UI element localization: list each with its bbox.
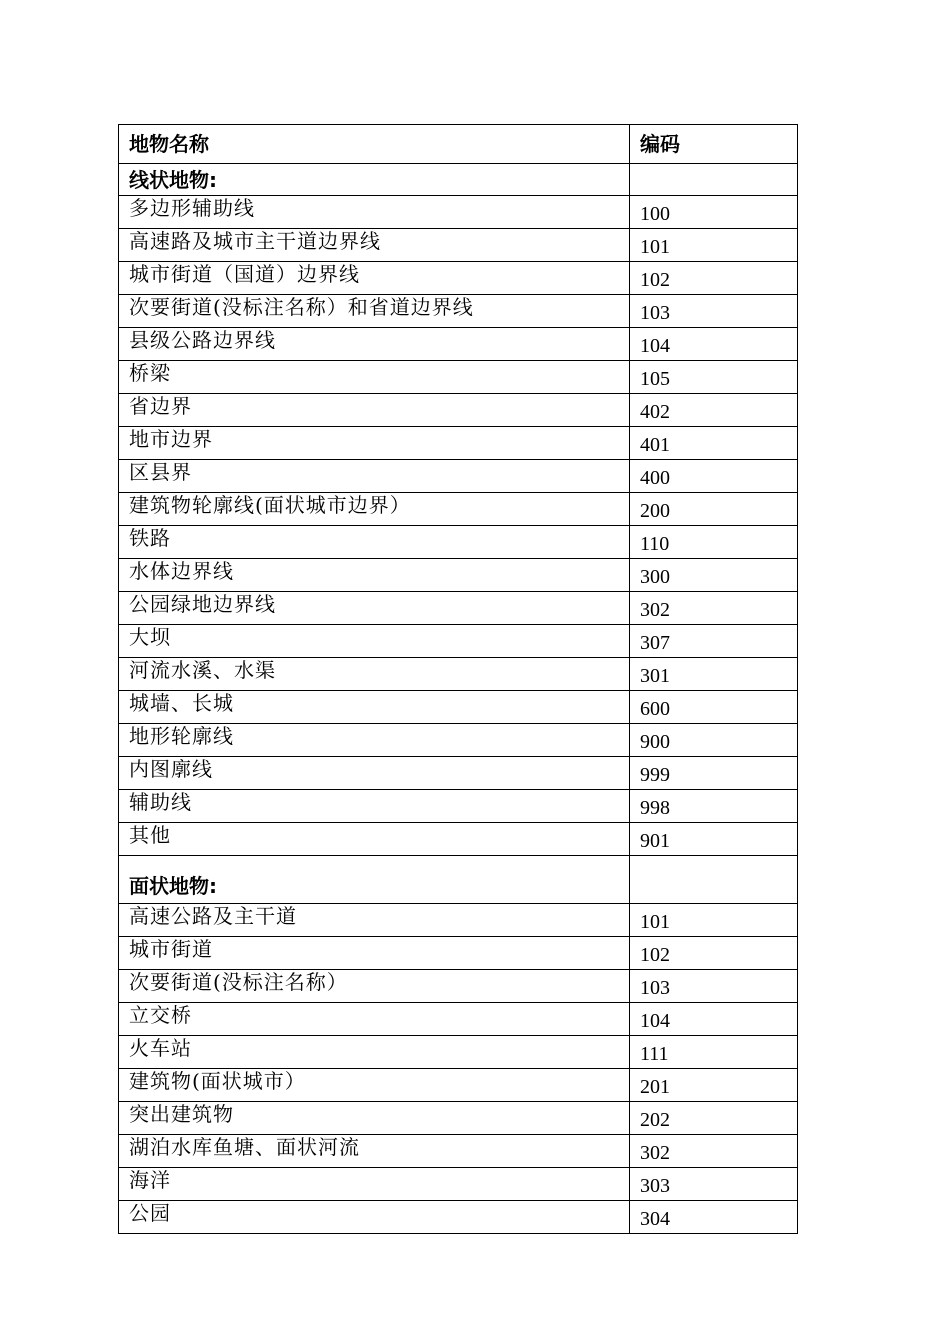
feature-name: 城市街道	[119, 937, 630, 970]
feature-name: 建筑物(面状城市）	[119, 1069, 630, 1102]
feature-code: 901	[630, 823, 798, 856]
table-row	[119, 1069, 798, 1102]
table-header-row	[119, 125, 798, 164]
table-row	[119, 970, 798, 1003]
feature-code: 304	[630, 1201, 798, 1234]
feature-code: 101	[630, 904, 798, 937]
table-row	[119, 328, 798, 361]
table-row	[119, 592, 798, 625]
feature-name: 地形轮廓线	[119, 724, 630, 757]
feature-name: 铁路	[119, 526, 630, 559]
section-code-empty	[630, 164, 798, 196]
table-row	[119, 526, 798, 559]
feature-name: 城墙、长城	[119, 691, 630, 724]
feature-name: 区县界	[119, 460, 630, 493]
feature-code: 300	[630, 559, 798, 592]
feature-name: 高速公路及主干道	[119, 904, 630, 937]
feature-name: 辅助线	[119, 790, 630, 823]
feature-code: 401	[630, 427, 798, 460]
feature-name: 大坝	[119, 625, 630, 658]
feature-name: 县级公路边界线	[119, 328, 630, 361]
feature-code: 400	[630, 460, 798, 493]
table-row	[119, 1201, 798, 1234]
feature-code-table	[118, 124, 798, 1234]
table-row	[119, 937, 798, 970]
feature-code: 402	[630, 394, 798, 427]
section-row-linear	[119, 164, 798, 196]
feature-name: 水体边界线	[119, 559, 630, 592]
feature-code: 202	[630, 1102, 798, 1135]
feature-name: 城市街道（国道）边界线	[119, 262, 630, 295]
table-row	[119, 1168, 798, 1201]
table-body	[119, 125, 798, 1234]
table-row	[119, 559, 798, 592]
feature-code: 999	[630, 757, 798, 790]
feature-name: 多边形辅助线	[119, 196, 630, 229]
feature-name: 次要街道(没标注名称）和省道边界线	[119, 295, 630, 328]
table-row	[119, 361, 798, 394]
feature-name: 火车站	[119, 1036, 630, 1069]
feature-code: 111	[630, 1036, 798, 1069]
table-row	[119, 691, 798, 724]
feature-name: 河流水溪、水渠	[119, 658, 630, 691]
feature-code: 101	[630, 229, 798, 262]
table-row	[119, 625, 798, 658]
header-code-cell: 编码	[630, 125, 798, 164]
feature-code: 102	[630, 937, 798, 970]
feature-code: 104	[630, 1003, 798, 1036]
feature-name: 高速路及城市主干道边界线	[119, 229, 630, 262]
table-row	[119, 658, 798, 691]
table-row	[119, 262, 798, 295]
feature-code: 104	[630, 328, 798, 361]
feature-name: 建筑物轮廓线(面状城市边界）	[119, 493, 630, 526]
feature-name: 省边界	[119, 394, 630, 427]
feature-code: 103	[630, 295, 798, 328]
feature-code: 301	[630, 658, 798, 691]
table-row	[119, 427, 798, 460]
section-code-empty	[630, 856, 798, 904]
table-row	[119, 904, 798, 937]
feature-code: 103	[630, 970, 798, 1003]
table-row	[119, 823, 798, 856]
feature-code: 303	[630, 1168, 798, 1201]
feature-code: 998	[630, 790, 798, 823]
feature-code: 307	[630, 625, 798, 658]
section-title-linear: 线状地物:	[119, 164, 630, 196]
table-row	[119, 757, 798, 790]
table-row	[119, 1003, 798, 1036]
feature-code: 600	[630, 691, 798, 724]
table-row	[119, 1135, 798, 1168]
feature-name: 公园绿地边界线	[119, 592, 630, 625]
feature-code: 100	[630, 196, 798, 229]
feature-code: 102	[630, 262, 798, 295]
feature-name: 立交桥	[119, 1003, 630, 1036]
feature-code: 302	[630, 1135, 798, 1168]
section-row-area	[119, 856, 798, 904]
table-row	[119, 1036, 798, 1069]
feature-code: 201	[630, 1069, 798, 1102]
table-row	[119, 493, 798, 526]
feature-name: 桥梁	[119, 361, 630, 394]
feature-code: 900	[630, 724, 798, 757]
table-row	[119, 790, 798, 823]
feature-name: 湖泊水库鱼塘、面状河流	[119, 1135, 630, 1168]
table-row	[119, 724, 798, 757]
table-row	[119, 196, 798, 229]
section-title-area: 面状地物:	[119, 856, 630, 904]
table-row	[119, 460, 798, 493]
header-name-cell: 地物名称	[119, 125, 630, 164]
feature-code: 105	[630, 361, 798, 394]
table-row	[119, 1102, 798, 1135]
feature-name: 公园	[119, 1201, 630, 1234]
table-row	[119, 295, 798, 328]
feature-name: 突出建筑物	[119, 1102, 630, 1135]
feature-name: 次要街道(没标注名称）	[119, 970, 630, 1003]
feature-name: 地市边界	[119, 427, 630, 460]
feature-name: 海洋	[119, 1168, 630, 1201]
table-row	[119, 229, 798, 262]
feature-name: 其他	[119, 823, 630, 856]
feature-name: 内图廓线	[119, 757, 630, 790]
feature-code: 200	[630, 493, 798, 526]
table-row	[119, 394, 798, 427]
feature-code: 302	[630, 592, 798, 625]
feature-code: 110	[630, 526, 798, 559]
